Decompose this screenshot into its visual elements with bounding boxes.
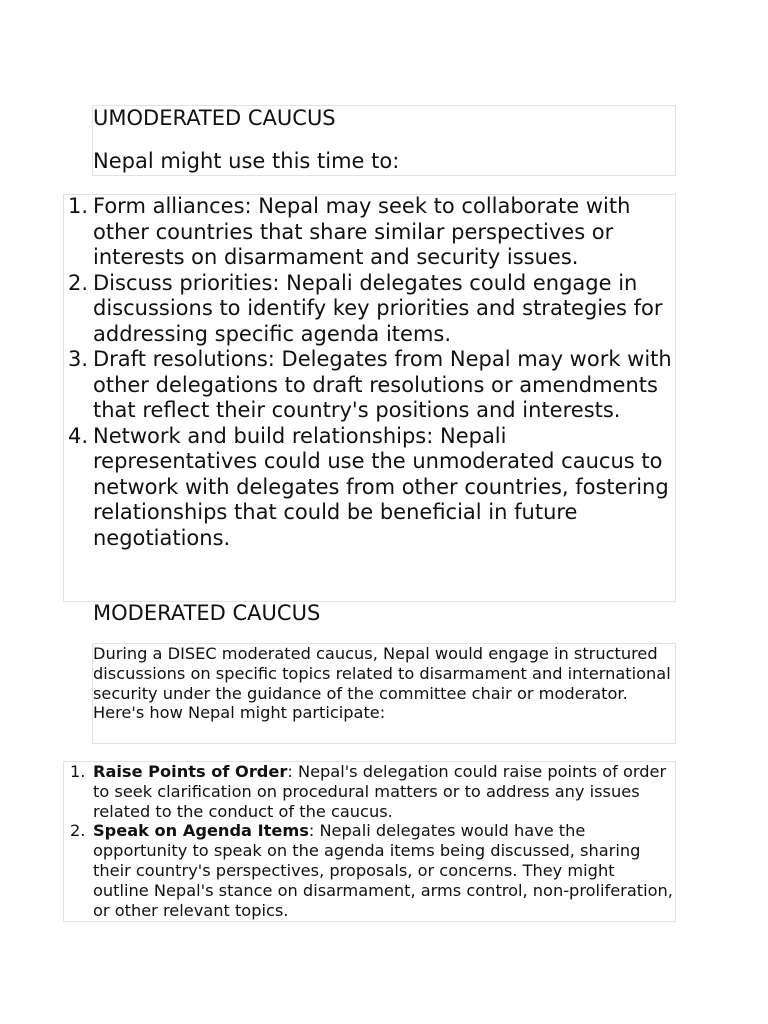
list-item-number: 2. bbox=[70, 821, 86, 841]
moderated-paragraph: During a DISEC moderated caucus, Nepal would engage in structured discussions on specific topics related to disarmament and international security under the guidance of the committee chair or moderator. Here's how Nepal might participate: bbox=[93, 644, 671, 723]
list-item-text: Draft resolutions: Delegates from Nepal may work with other delegations to draft resolutions or amendments that reflect their country's positions and interests. bbox=[93, 347, 672, 422]
list-item-text: Discuss priorities: Nepali delegates could engage in discussions to identify key priorities and strategies for addressing specific agenda items. bbox=[93, 270, 663, 346]
list-item bbox=[68, 423, 673, 552]
list-item-number: 1. bbox=[68, 194, 89, 218]
list-item bbox=[68, 270, 673, 348]
list-item-bold-label: Speak on Agenda Items bbox=[93, 821, 309, 841]
list-item bbox=[68, 194, 673, 271]
list-item bbox=[70, 821, 673, 920]
list-item bbox=[68, 347, 673, 424]
moderated-list bbox=[70, 762, 673, 920]
unmoderated-intro-text: Nepal might use this time to: bbox=[93, 149, 400, 173]
list-item-number: 2. bbox=[68, 270, 89, 295]
list-item-text: : Nepali delegates would have the opportunity to speak on the agenda items being discussed, sharing their country's perspectives, proposals, or concerns. They might outline Nepal's stance on disarmament, arms control, non-proliferation, or other relevant topics. bbox=[93, 821, 673, 920]
list-item-text: : Nepal's delegation could raise points of order to seek clarification on procedural matters or to address any issues related to the conduct of the caucus. bbox=[93, 762, 667, 821]
unmoderated-list bbox=[68, 194, 673, 551]
list-item-text: Form alliances: Nepal may seek to collaborate with other countries that share similar perspectives or interests on disarmament and security issues. bbox=[93, 194, 631, 269]
list-item-number: 4. bbox=[68, 423, 89, 448]
unmoderated-caucus-heading: UMODERATED CAUCUS bbox=[93, 106, 336, 130]
list-item-number: 3. bbox=[68, 347, 89, 371]
list-item-bold-label: Raise Points of Order bbox=[93, 762, 288, 781]
moderated-caucus-heading: MODERATED CAUCUS bbox=[93, 601, 321, 625]
list-item bbox=[70, 762, 673, 821]
list-item-text: Network and build relationships: Nepali representatives could use the unmoderated caucus to network with delegates from other countries, fostering relationships that could be beneficial in future negotiations. bbox=[93, 423, 669, 550]
list-item-number: 1. bbox=[70, 762, 86, 781]
